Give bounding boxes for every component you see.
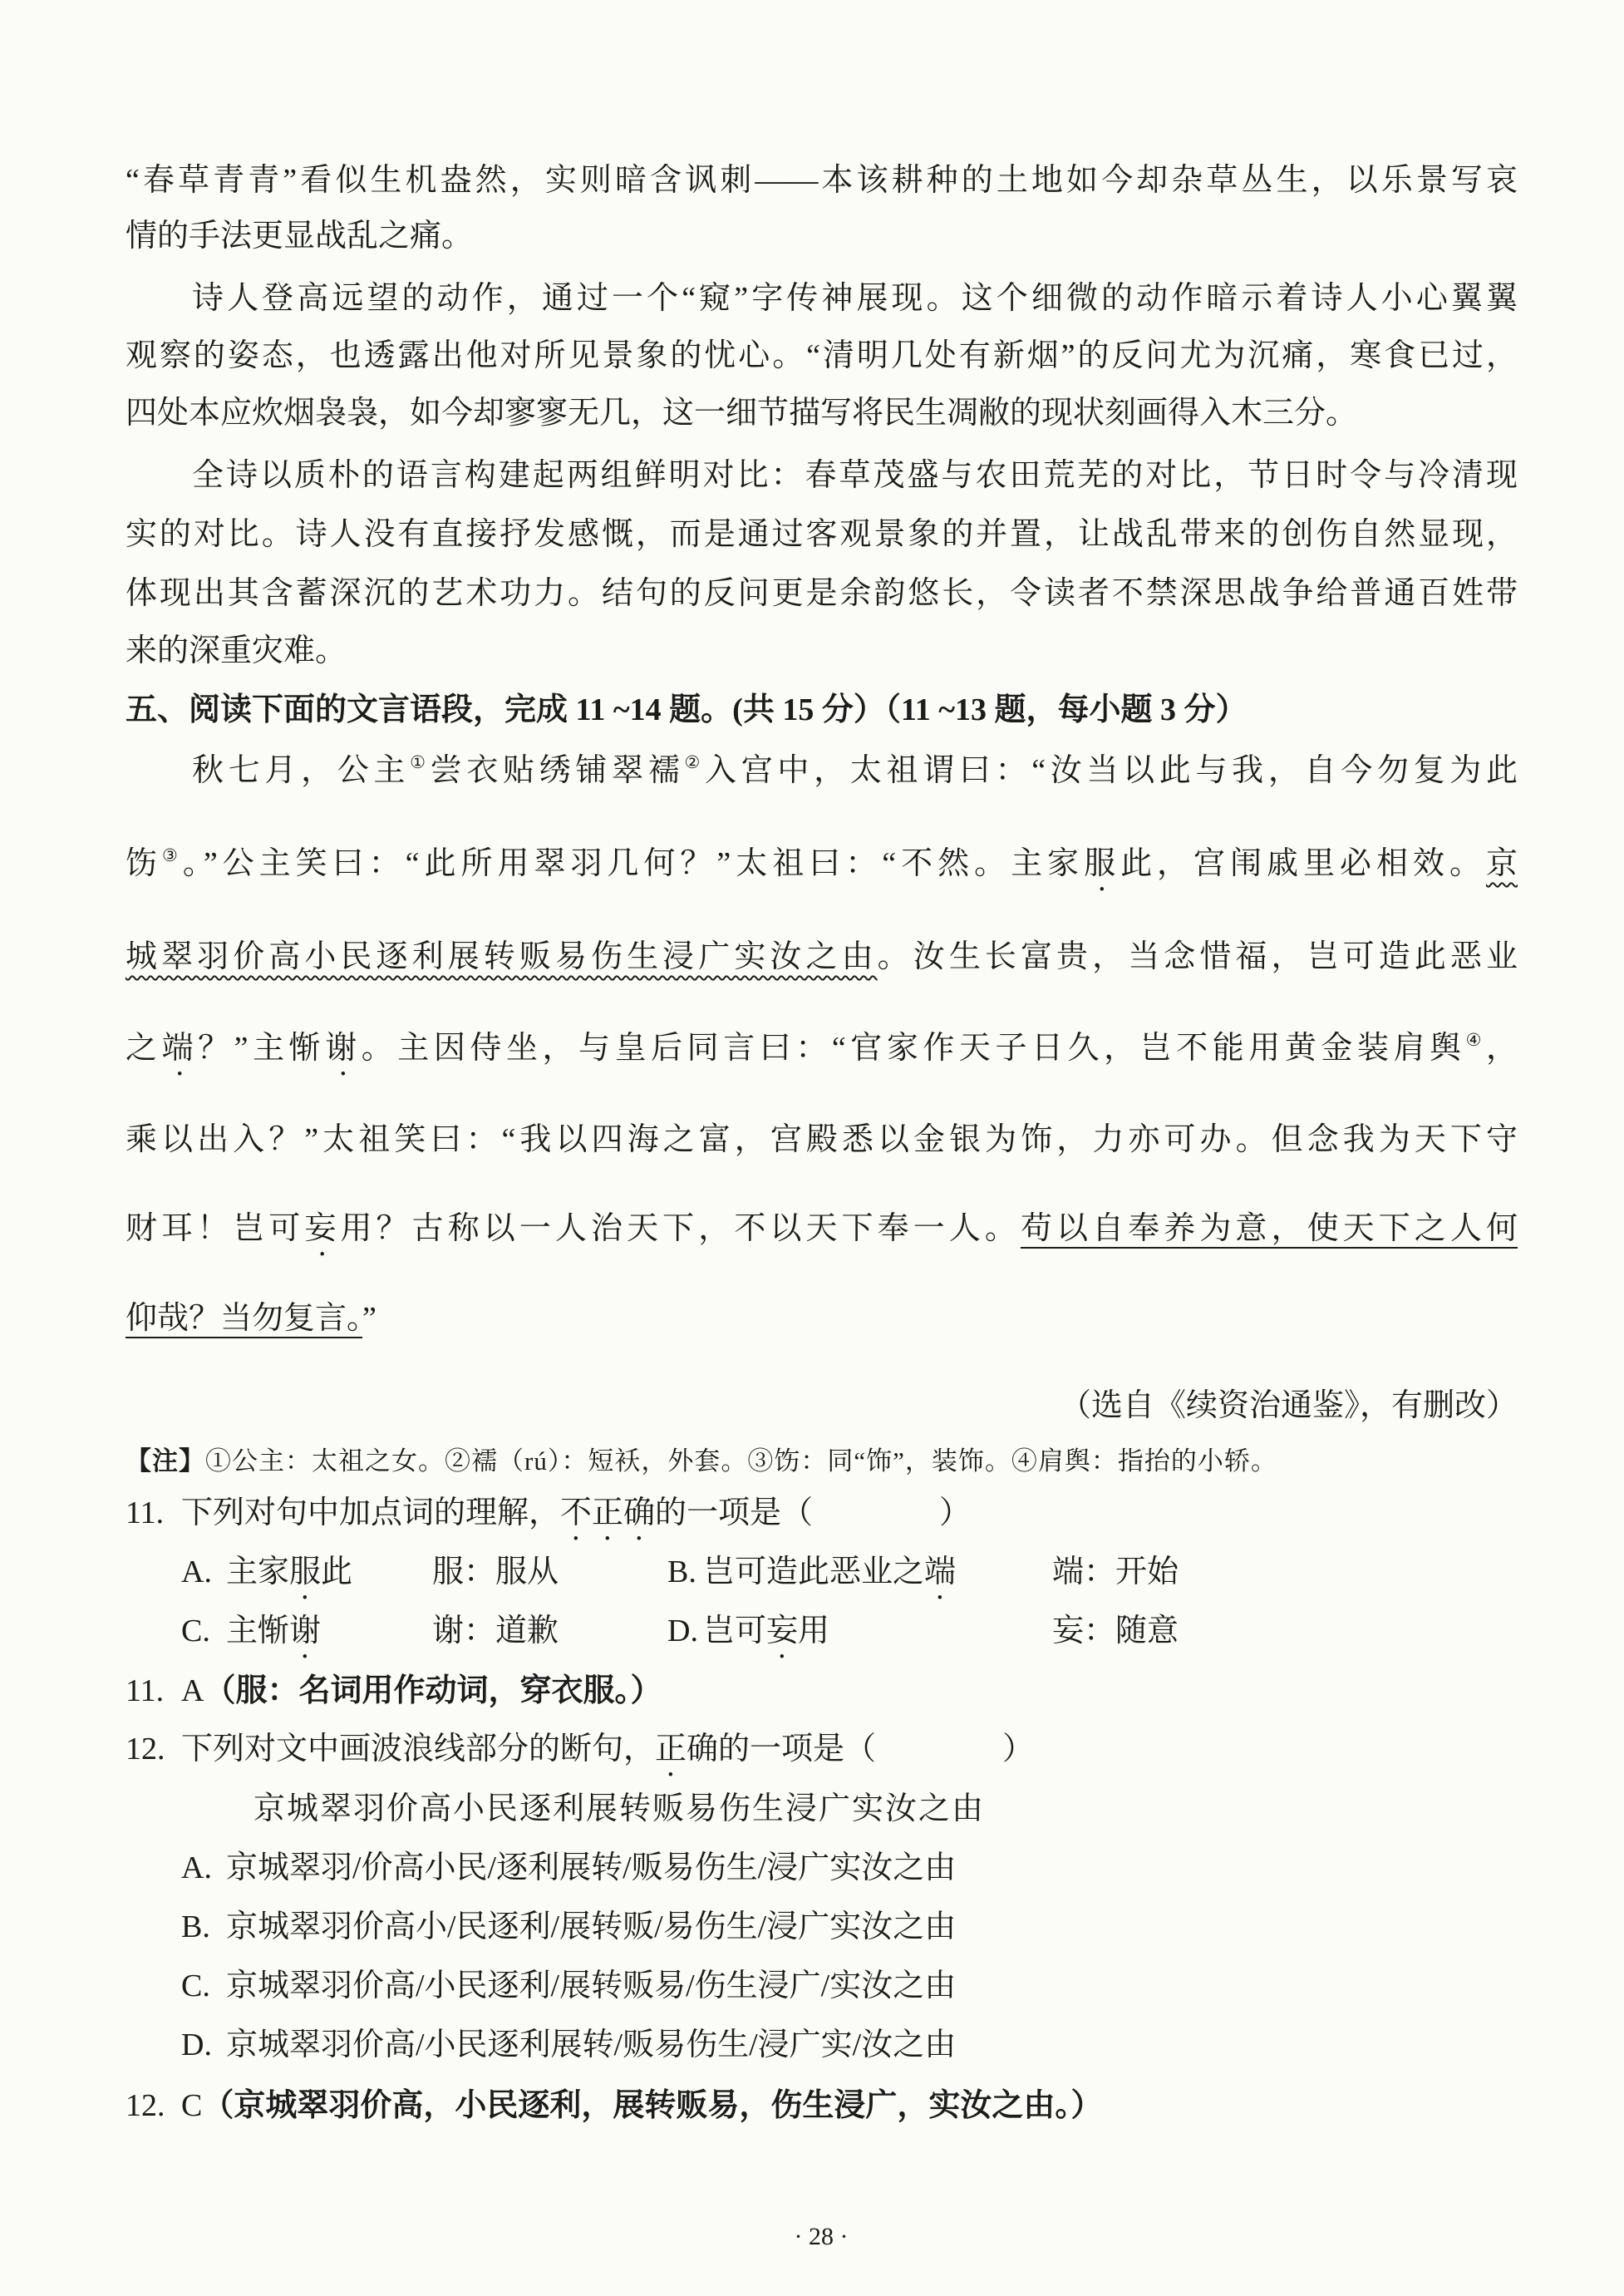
question-12-option bbox=[0, 1902, 1624, 1952]
passage-text: 用？古称以一人治天下，不以天下奉一人。 bbox=[340, 1211, 1021, 1246]
stem-text: 的一项是（ ） bbox=[655, 1495, 972, 1530]
passage-text: 尝衣贴绣铺翠襦 bbox=[430, 753, 685, 788]
answer-number: 12. bbox=[125, 2088, 165, 2123]
passage-text: ， bbox=[1485, 1031, 1518, 1066]
question-number: 12. bbox=[125, 1732, 165, 1766]
passage-line bbox=[125, 1204, 1518, 1254]
section-heading: 五、阅读下面的文言语段，完成 11 ~14 题。(共 15 分）（11 ~13 题，每小题 3 分） bbox=[125, 692, 1248, 727]
wavy-underlined-text: 城翠羽价高小民逐利展转贩易伤生浸广实汝之由 bbox=[125, 939, 878, 974]
option-text bbox=[703, 1547, 956, 1607]
commentary-line: “春草青青”看似生机盎然，实则暗含讽刺——本该耕种的土地如今却杂草丛生，以乐景写哀 bbox=[125, 163, 1518, 198]
answer-body bbox=[181, 2081, 1102, 2131]
quoted-sentence: 京城翠羽价高小民逐利展转贩易伤生浸广实汝之由 bbox=[253, 1791, 986, 1826]
option-text bbox=[226, 1547, 352, 1607]
option-gloss: 服：服从 bbox=[432, 1554, 559, 1589]
answer-letter: C bbox=[181, 2088, 203, 2123]
footnote-marker: ③ bbox=[162, 845, 183, 865]
page-number: · 28 · bbox=[794, 2223, 849, 2250]
option-text: 京城翠羽/价高小民/逐利展转/贩易伤生/浸广实汝之由 bbox=[226, 1850, 957, 1885]
commentary-line: 诗人登高远望的动作，通过一个“窥”字传神展现。这个细微的动作暗示着诗人小心翼翼 bbox=[192, 281, 1518, 316]
commentary-line: 观察的姿态，也透露出他对所见景象的忧心。“清明几处有新烟”的反问尤为沉痛，寒食已过， bbox=[125, 338, 1518, 373]
dotted-word: 妄 bbox=[766, 1614, 799, 1648]
option-letter: B. bbox=[667, 1554, 696, 1589]
option-gloss: 端：开始 bbox=[1052, 1554, 1179, 1589]
answer-explanation: （服：名词用作动词，穿衣服。） bbox=[204, 1673, 662, 1708]
passage-line bbox=[125, 1115, 1518, 1165]
passage-text: 此，宫闱戚里必相效。 bbox=[1120, 846, 1486, 881]
question-11-options-row bbox=[0, 1547, 1624, 1597]
option-text: 京城翠羽价高/小民逐利/展转贩易/伤生浸广/实汝之由 bbox=[226, 1968, 957, 2003]
option-letter: C. bbox=[181, 1614, 210, 1648]
passage-text: 乘以出入？”太祖笑曰：“我以四海之富，宫殿悉以金银为饰，力亦可办。但念我为天下守 bbox=[125, 1122, 1518, 1157]
question-stem bbox=[181, 1724, 1034, 1784]
passage-text: ？”主惭 bbox=[198, 1031, 326, 1066]
question-12-option bbox=[0, 1961, 1624, 2011]
passage-text: 之 bbox=[125, 1031, 162, 1066]
answer-number: 11. bbox=[125, 1673, 165, 1708]
source-citation: （选自《续资治通鉴》，有删改） bbox=[1059, 1388, 1518, 1423]
option-letter: A. bbox=[181, 1554, 212, 1589]
answer-letter: A bbox=[181, 1673, 204, 1708]
option-part: 主家 bbox=[226, 1554, 290, 1589]
commentary-line: 情的手法更显战乱之痛。 bbox=[125, 219, 474, 254]
dotted-word: 谢 bbox=[289, 1614, 322, 1648]
option-letter: D. bbox=[667, 1614, 698, 1648]
option-text: 京城翠羽价高/小民逐利展转/贩易伤生/浸广实/汝之由 bbox=[226, 2027, 957, 2062]
passage-text: 入宫中，太祖谓曰：“汝当以此与我，自今勿复为此 bbox=[705, 753, 1518, 788]
option-letter: B. bbox=[181, 1909, 210, 1944]
passage-text: 。”公主笑曰：“此所用翠羽几何？”太祖曰：“不然。主家 bbox=[182, 846, 1085, 881]
passage-line bbox=[192, 746, 1518, 796]
question-11-options-row bbox=[0, 1606, 1624, 1656]
passage-text: 财耳！岂可 bbox=[125, 1211, 305, 1246]
option-gloss: 谢：道歉 bbox=[432, 1614, 559, 1648]
stem-text: 下列对句中加点词的理解， bbox=[181, 1495, 561, 1530]
commentary-line: 来的深重灾难。 bbox=[125, 633, 347, 668]
dotted-word: 谢 bbox=[325, 1031, 362, 1066]
question-12-option bbox=[0, 2020, 1624, 2070]
option-part: 主惭 bbox=[226, 1614, 290, 1648]
passage-text: 秋七月，公主 bbox=[192, 753, 411, 788]
dotted-word: 端 bbox=[924, 1554, 957, 1589]
passage-text: 饬 bbox=[125, 846, 162, 881]
option-text bbox=[703, 1606, 829, 1666]
answer-explanation: （京城翠羽价高，小民逐利，展转贩易，伤生浸广，实汝之由。） bbox=[202, 2088, 1103, 2123]
question-12-option bbox=[0, 1843, 1624, 1893]
option-part: 此 bbox=[321, 1554, 353, 1589]
option-text: 京城翠羽价高小/民逐利/展转贩/易伤生/浸广实汝之由 bbox=[226, 1909, 957, 1944]
footnote-marker: ④ bbox=[1465, 1030, 1486, 1050]
dotted-word: 正 bbox=[655, 1732, 687, 1766]
dotted-word: 不正确 bbox=[560, 1495, 656, 1530]
passage-text: 。主因侍坐，与皇后同言曰：“官家作天子日久，岂不能用黄金装肩舆 bbox=[361, 1031, 1466, 1066]
underlined-text: 苟以自奉养为意，使天下之人何 bbox=[1020, 1211, 1518, 1246]
footnote-marker: ② bbox=[684, 752, 705, 772]
underlined-text: 仰哉？当勿复言。 bbox=[125, 1301, 363, 1336]
answer-body bbox=[181, 1666, 662, 1716]
passage-line bbox=[125, 932, 1518, 982]
option-part: 岂可造此恶业之 bbox=[703, 1554, 925, 1589]
question-number: 11. bbox=[125, 1495, 165, 1530]
option-letter: A. bbox=[181, 1850, 212, 1885]
footnote-marker: ① bbox=[410, 752, 431, 772]
commentary-line: 实的对比。诗人没有直接抒发感慨，而是通过客观景象的并置，让战乱带来的创伤自然显现， bbox=[125, 517, 1518, 552]
commentary-line: 四处本应炊烟袅袅，如今却寥寥无几，这一细节描写将民生凋敝的现状刻画得入木三分。 bbox=[125, 396, 1358, 431]
option-part: 岂可 bbox=[703, 1614, 767, 1648]
footnotes bbox=[125, 1436, 1518, 1486]
passage-line bbox=[125, 839, 1518, 889]
answer-11 bbox=[0, 1666, 1624, 1716]
option-text bbox=[226, 1606, 321, 1666]
question-12-sentence bbox=[0, 1784, 1624, 1834]
option-letter: C. bbox=[181, 1968, 210, 2003]
passage-text: 。汝生长富贵，当念惜福，岂可造此恶业 bbox=[877, 939, 1518, 974]
wavy-underlined-text: 京 bbox=[1485, 846, 1518, 881]
passage-line bbox=[125, 1293, 1518, 1343]
option-gloss: 妄：随意 bbox=[1052, 1614, 1179, 1648]
answer-12 bbox=[0, 2081, 1624, 2131]
footnotes-text: ①公主：太祖之女。②襦（rú）：短袄，外套。③饬：同“饰”，装饰。④肩舆：指抬的小轿。 bbox=[205, 1446, 1277, 1476]
question-11-stem bbox=[0, 1488, 1624, 1538]
question-stem bbox=[181, 1488, 971, 1548]
stem-text: 确的一项是（ ） bbox=[687, 1732, 1035, 1766]
dotted-word: 服 bbox=[1084, 846, 1121, 881]
option-letter: D. bbox=[181, 2027, 212, 2062]
commentary-line: 全诗以质朴的语言构建起两组鲜明对比：春草茂盛与农田荒芜的对比，节日时令与冷清现 bbox=[192, 458, 1518, 493]
footnotes-label: 【注】 bbox=[125, 1446, 205, 1476]
passage-line bbox=[125, 1023, 1518, 1073]
dotted-word: 妄 bbox=[304, 1211, 341, 1246]
dotted-word: 端 bbox=[161, 1031, 199, 1066]
question-12-stem bbox=[0, 1724, 1624, 1774]
option-part: 用 bbox=[798, 1614, 830, 1648]
passage-text: ” bbox=[362, 1301, 376, 1336]
commentary-line: 体现出其含蓄深沉的艺术功力。结句的反问更是余韵悠长，令读者不禁深思战争给普通百姓带 bbox=[125, 576, 1518, 611]
stem-text: 下列对文中画波浪线部分的断句， bbox=[181, 1732, 656, 1766]
dotted-word: 服 bbox=[289, 1554, 322, 1589]
